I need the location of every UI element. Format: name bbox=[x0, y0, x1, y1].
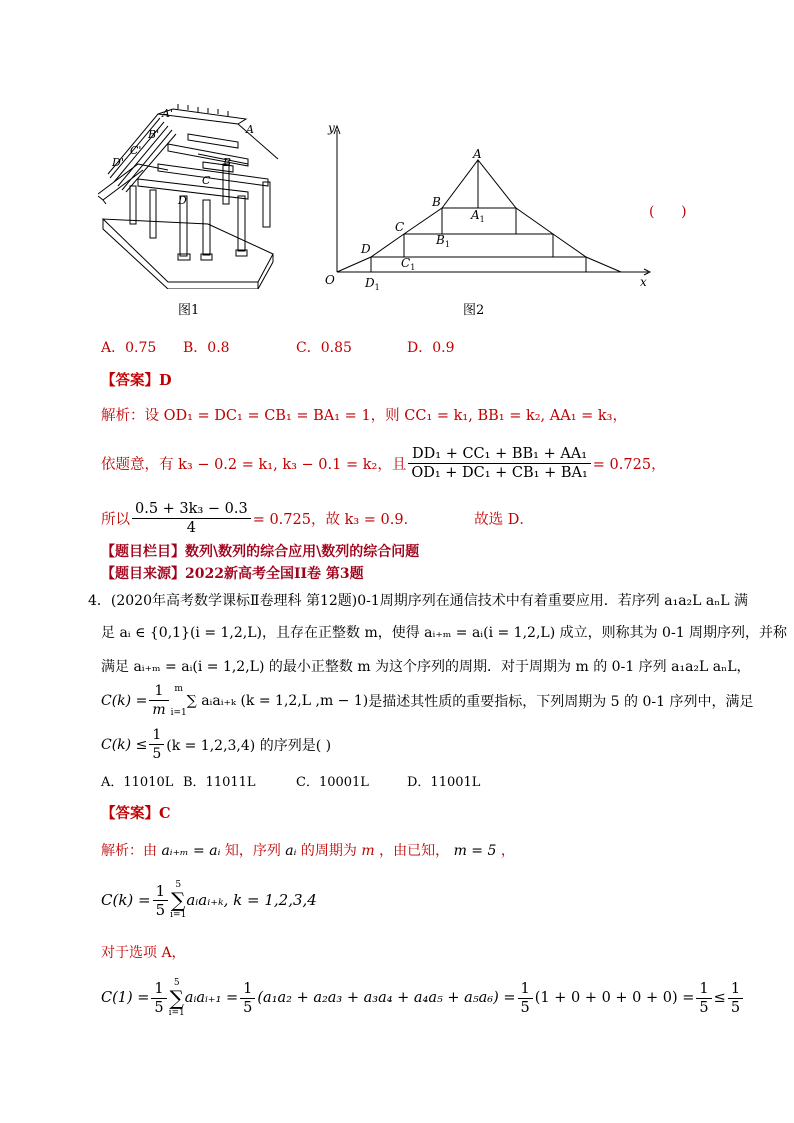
q4-sol4-fraction-4 bbox=[696, 980, 711, 1017]
q4-sol1-m5: m = 5 bbox=[453, 843, 497, 859]
q4-answer-label: 【答案】 bbox=[101, 805, 159, 822]
q4-line5-frac-num: 1 bbox=[149, 726, 164, 745]
q4-sol4-sum-bot: i=1 bbox=[168, 1008, 185, 1018]
q4-line-5 bbox=[101, 726, 331, 763]
fig1-label-D: D bbox=[178, 194, 187, 207]
q3-option-a: A．0.75 bbox=[101, 340, 157, 356]
q4-sol4-c: (1 + 0 + 0 + 0 + 0) = bbox=[534, 990, 695, 1006]
q4-sol4-frac1-den: 5 bbox=[154, 999, 164, 1016]
q4-sol2-fraction bbox=[153, 882, 169, 919]
q4-answer bbox=[101, 802, 171, 823]
q3-solution-line-3 bbox=[101, 500, 534, 537]
q4-sol4-fraction-2 bbox=[240, 980, 255, 1017]
q4-sol4-fraction-1 bbox=[151, 980, 166, 1017]
fig2-label-B1: $B_1$ bbox=[436, 233, 450, 249]
q3-column: 【题目栏目】数列\数列的综合应用\数列的综合问题 bbox=[101, 544, 420, 560]
q4-line5-lhs: C(k) ≤ bbox=[101, 736, 148, 753]
q3-option-c: C．0.85 bbox=[296, 340, 352, 356]
fig1-label-C: C bbox=[202, 174, 211, 187]
fig2-label-B: B bbox=[432, 195, 441, 209]
fig1-label-B-prime: B' bbox=[148, 128, 160, 141]
fig2-label-D1: $D_1$ bbox=[365, 276, 380, 292]
q4-sol1-pre: 解析：由 bbox=[101, 843, 157, 859]
q3-sol2-fraction bbox=[408, 445, 590, 482]
q4-sol1-mid2: 的周期为 bbox=[300, 843, 357, 859]
q4-line4-sum: ∑ aᵢaᵢ₊ₖ (k = 1,2,L ,m − 1) bbox=[186, 692, 369, 709]
q3-sol2-numerator: DD₁ + CC₁ + BB₁ + AA₁ bbox=[408, 445, 590, 464]
q4-sol4-frac3-num: 1 bbox=[518, 980, 533, 999]
q4-solution-line-4 bbox=[101, 978, 745, 1018]
fig1-label-D-prime: D' bbox=[112, 156, 124, 169]
q4-sol2-sum-top: 5 bbox=[175, 880, 182, 890]
fig2-label-x: x bbox=[640, 275, 647, 289]
fig2-label-A: A bbox=[473, 147, 482, 161]
figure-1 bbox=[98, 104, 293, 289]
q3-answer-label: 【答案】 bbox=[101, 372, 159, 389]
sigma-icon: ∑ bbox=[171, 888, 186, 912]
q4-line-1: 4．(2020年高考数学课标Ⅱ卷理科 第12题)0-1周期序列在通信技术中有着重要应用．若序列 a₁a₂L aₙL 满 bbox=[88, 593, 749, 609]
q3-sol2-denominator: OD₁ + DC₁ + CB₁ + BA₁ bbox=[411, 465, 588, 481]
figure-1-caption: 图1 bbox=[178, 303, 200, 318]
q4-sol4-frac4-num: 1 bbox=[696, 980, 711, 999]
fig1-label-A: A bbox=[246, 123, 254, 136]
q4-sol4-frac2-den: 5 bbox=[243, 999, 253, 1016]
q4-sol4-fraction-3 bbox=[518, 980, 533, 1017]
q4-option-b: B．11011L bbox=[183, 775, 256, 790]
q4-solution-line-1 bbox=[101, 840, 515, 860]
q4-sol4-a: aᵢaᵢ₊₁ = bbox=[184, 990, 239, 1006]
figure-2 bbox=[318, 120, 658, 292]
q4-line5-frac-den: 5 bbox=[152, 746, 162, 762]
fig2-label-O: O bbox=[325, 273, 335, 287]
q4-line4-sum-limits bbox=[171, 684, 187, 718]
q3-answer bbox=[101, 369, 172, 390]
q4-sol2-rest: aᵢaᵢ₊ₖ, k = 1,2,3,4 bbox=[186, 891, 317, 909]
q4-sol1-comma: ， bbox=[500, 843, 515, 859]
q4-sol4-frac2-num: 1 bbox=[240, 980, 255, 999]
q3-option-b: B．0.8 bbox=[183, 340, 230, 356]
q4-line4-lhs: C(k) = bbox=[101, 692, 148, 709]
q4-sol4-lhs: C(1) = bbox=[101, 990, 150, 1006]
q4-sol1-ai: aᵢ bbox=[285, 843, 297, 859]
q4-sol4-frac1-num: 1 bbox=[151, 980, 166, 999]
fig2-label-C: C bbox=[395, 220, 405, 234]
q4-sol4-fraction-5 bbox=[728, 980, 743, 1017]
answer-bracket: ( ) bbox=[649, 204, 687, 220]
q4-sol4-frac3-den: 5 bbox=[520, 999, 530, 1016]
q4-sol4-sum-top: 5 bbox=[173, 978, 180, 988]
q4-line-3: 满足 aᵢ₊ₘ = aᵢ(i = 1,2,L) 的最小正整数 m 为这个序列的周期．对于周期为 m 的 0-1 序列 a₁a₂L aₙL， bbox=[101, 659, 751, 675]
q3-sol2-post: = 0.725， bbox=[592, 457, 666, 473]
q4-sol4-b: (a₁a₂ + a₂a₃ + a₃a₄ + a₄a₅ + a₅a₆) = bbox=[257, 990, 516, 1006]
q3-sol2-pre: 依题意，有 k₃ − 0.2 = k₁, k₃ − 0.1 = k₂，且 bbox=[101, 457, 407, 473]
q4-sol1-m: m bbox=[361, 843, 375, 859]
q4-sol2-frac-num: 1 bbox=[153, 882, 169, 901]
q4-sol4-frac4-den: 5 bbox=[699, 999, 709, 1016]
q3-sol3-numerator: 0.5 + 3k₃ − 0.3 bbox=[132, 500, 251, 519]
q3-option-d: D．0.9 bbox=[407, 340, 455, 356]
q3-solution-line-2 bbox=[101, 445, 666, 482]
q4-sol2-lhs: C(k) = bbox=[101, 891, 151, 909]
q4-line4-sum-top: m bbox=[174, 683, 183, 694]
q3-solution-line-1: 解析：设 OD₁ = DC₁ = CB₁ = BA₁ = 1，则 CC₁ = k₁, BB₁ = k₂, AA₁ = k₃， bbox=[101, 408, 627, 424]
q4-line4-text: 是描述其性质的重要指标，下列周期为 5 的 0-1 序列中，满足 bbox=[368, 693, 754, 710]
q4-sol1-end: ，由已知， bbox=[379, 843, 450, 859]
q3-answer-value: D bbox=[159, 372, 172, 389]
q4-line4-fraction bbox=[149, 682, 168, 719]
q4-line-2: 足 aᵢ ∈ {0,1}(i = 1,2,L)，且存在正整数 m，使得 aᵢ₊ₘ = aᵢ(i = 1,2,L) 成立，则称其为 0-1 周期序列，并称 bbox=[101, 625, 788, 641]
q4-line5-text: (k = 1,2,3,4) 的序列是( ) bbox=[166, 737, 332, 754]
fig2-label-y: y bbox=[328, 121, 335, 135]
q4-sol1-math: aᵢ₊ₘ = aᵢ bbox=[161, 843, 221, 859]
building-illustration bbox=[98, 104, 293, 289]
q3-source: 【题目来源】2022新高考全国II卷 第3题 bbox=[101, 566, 364, 582]
q4-option-a: A．11010L bbox=[101, 775, 174, 790]
fig1-label-A-prime: A' bbox=[162, 107, 173, 120]
q4-option-d: D．11001L bbox=[407, 775, 481, 790]
fig1-label-B: B bbox=[223, 156, 232, 169]
fig2-label-C1: $C_1$ bbox=[401, 256, 416, 272]
q4-option-c: C．10001L bbox=[296, 775, 369, 790]
q4-sol4-frac5-den: 5 bbox=[730, 999, 741, 1016]
q4-solution-line-2 bbox=[101, 880, 317, 920]
q4-sol2-frac-den: 5 bbox=[155, 900, 166, 919]
q4-sol1-mid: 知，序列 bbox=[224, 843, 281, 859]
q4-sol2-sum bbox=[170, 880, 186, 920]
q3-sol3-fraction bbox=[132, 500, 251, 537]
q3-sol3-choice: 故选 D． bbox=[474, 512, 534, 528]
q4-line4-frac-num: 1 bbox=[149, 682, 168, 701]
sigma-icon: ∑ bbox=[169, 986, 184, 1010]
q3-sol3-denominator: 4 bbox=[186, 520, 196, 536]
q4-line4-frac-den: m bbox=[152, 702, 166, 718]
q3-sol3-post: = 0.725，故 k₃ = 0.9． bbox=[252, 512, 419, 528]
fig1-label-C-prime: C' bbox=[130, 144, 142, 157]
q4-solution-line-3: 对于选项 A， bbox=[101, 945, 186, 961]
q4-line-4 bbox=[101, 682, 754, 719]
coordinate-diagram bbox=[318, 120, 658, 292]
q4-line5-fraction bbox=[149, 726, 164, 763]
q4-sol4-frac5-num: 1 bbox=[728, 980, 743, 999]
fig2-label-A1: $A_1$ bbox=[471, 208, 485, 224]
q4-sol4-d: ≤ bbox=[713, 990, 726, 1006]
q4-answer-value: C bbox=[159, 805, 171, 822]
fig2-label-D: D bbox=[361, 242, 371, 256]
q4-line4-sum-bot: i=1 bbox=[170, 707, 187, 718]
q3-sol3-pre: 所以 bbox=[101, 512, 130, 528]
q4-sol4-sum bbox=[169, 978, 185, 1018]
figure-2-caption: 图2 bbox=[463, 303, 485, 318]
q4-sol2-sum-bot: i=1 bbox=[170, 910, 187, 920]
